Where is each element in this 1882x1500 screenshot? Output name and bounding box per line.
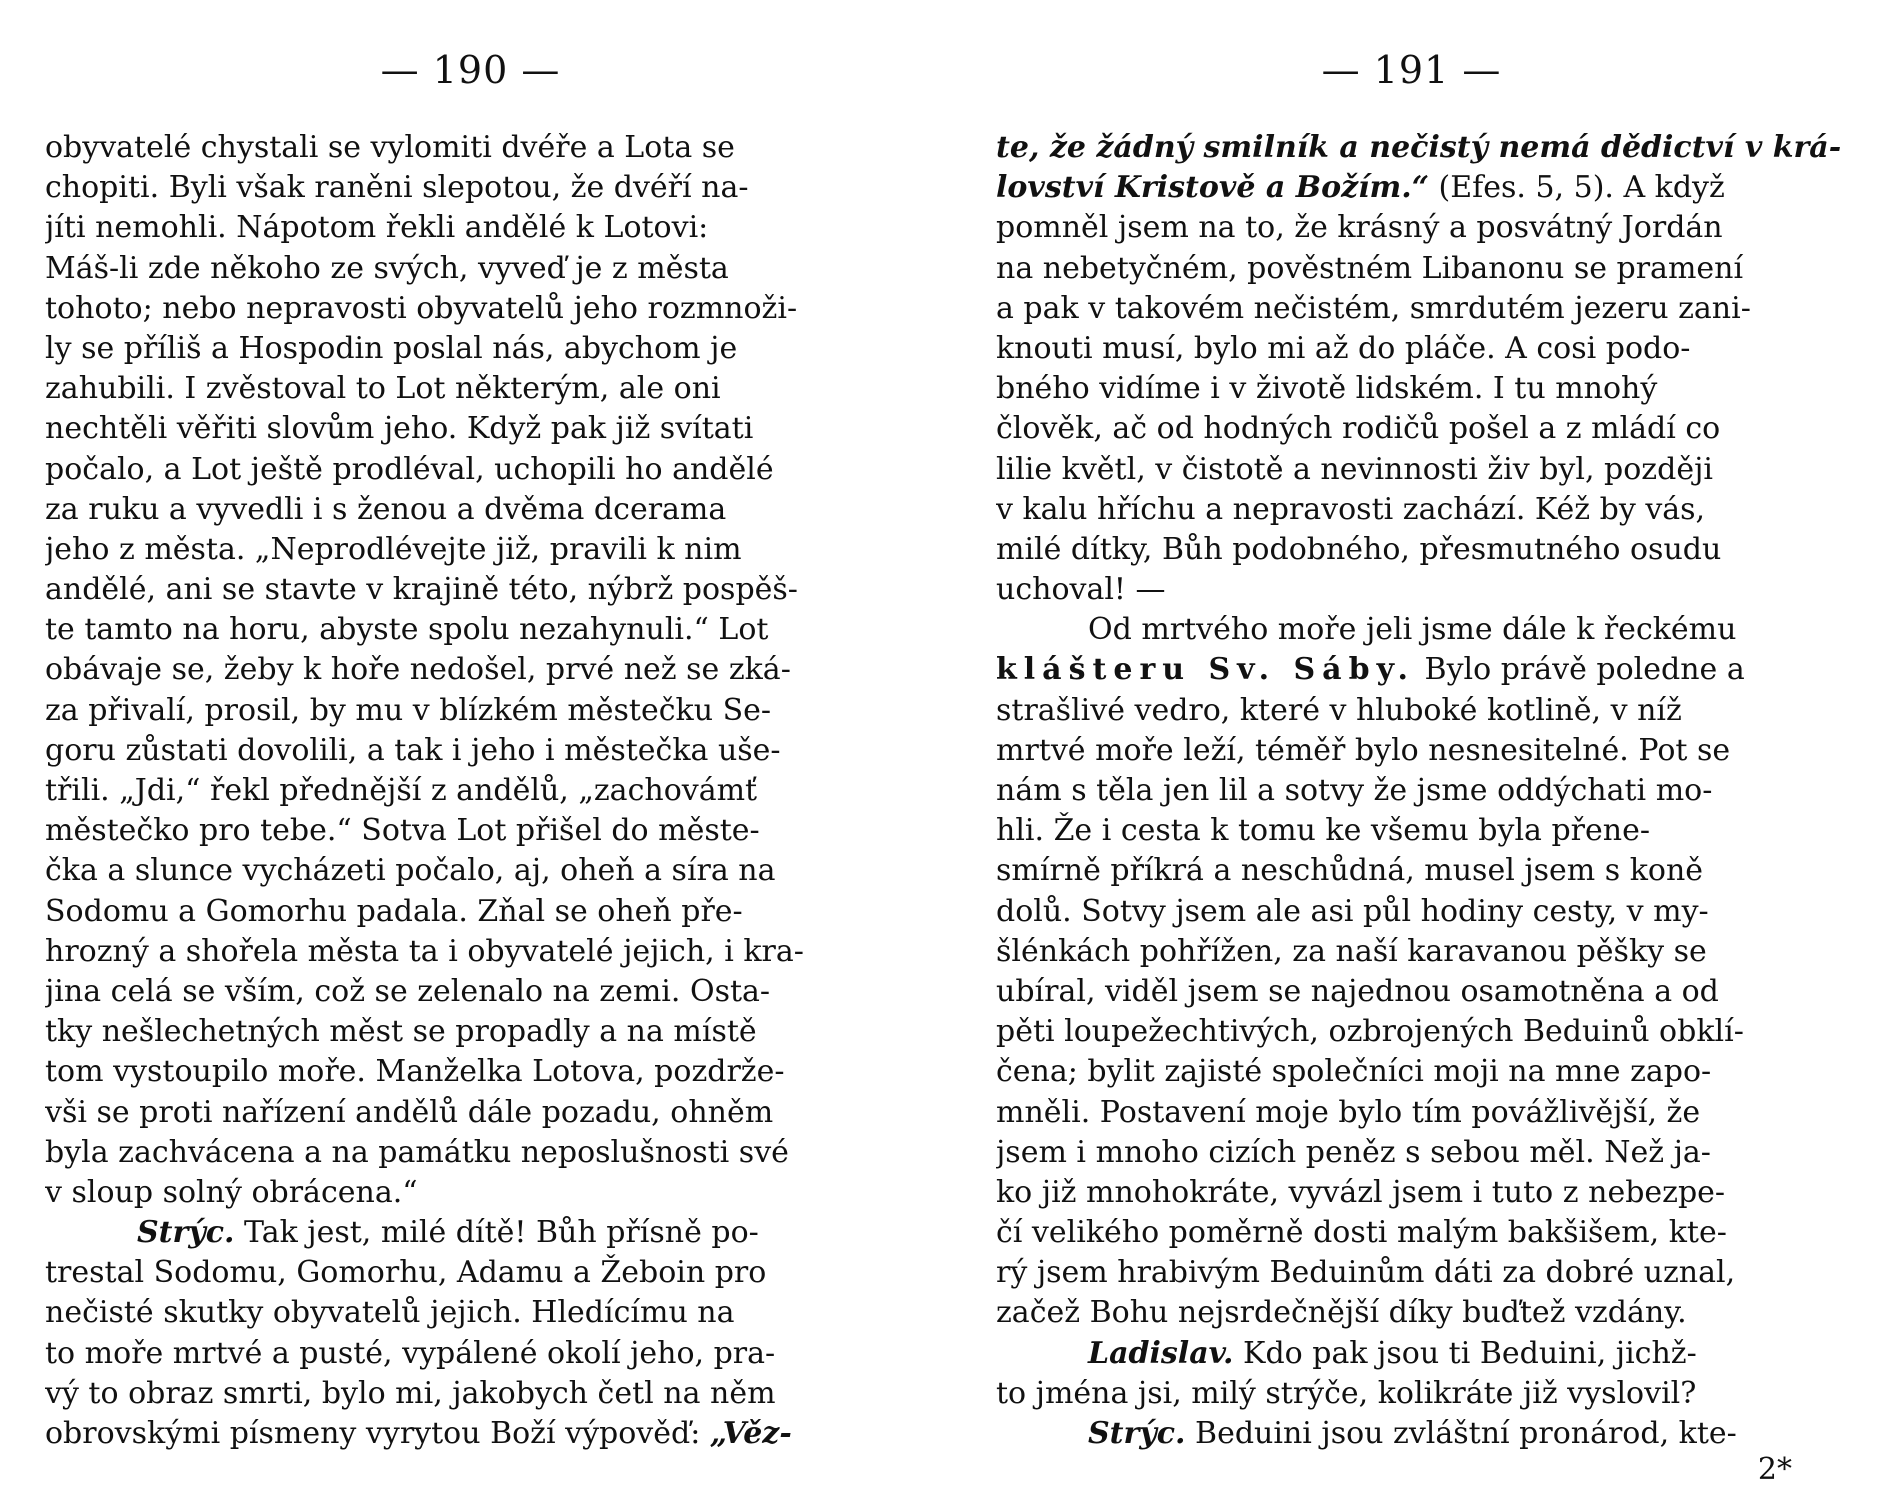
speaker-name: Strýc. [137,1215,235,1251]
text-line: zahubili. I zvěstoval to Lot některým, ale oni [45,371,721,407]
text-line: tom vystoupilo moře. Manželka Lotova, pozdrže- [45,1054,785,1090]
text-line: za přivalí, prosil, by mu v blízkém městečku Se- [45,692,772,728]
quote-line [996,168,1846,208]
text-line: za ruku a vyvedli i s ženou a dvěma dcerama [45,491,727,527]
text-line: obyvatelé chystali se vylomiti dvéře a Lota se [45,130,735,165]
text-line: tky nešlechetných měst se propadly a na místě [45,1014,757,1050]
text-line: bného vidíme i v životě lidském. I tu mnohý [996,371,1658,407]
text-line: jíti nemohli. Nápotom řekli andělé k Lotovi: [45,210,709,246]
right-text-block [996,128,1846,1454]
page-number-left: — 190 — [380,48,561,92]
text-line: ly se příliš a Hospodin poslal nás, abychom je [45,330,738,366]
quote-line [996,128,1846,168]
text-line: byla zachvácena a na památku neposlušnosti své [45,1134,789,1170]
text-line: vý to obraz smrti, bylo mi, jakobych četl na něm [45,1375,776,1411]
text-line: nečisté skutky obyvatelů jejich. Hledícímu na [45,1295,735,1331]
spaced-line [996,650,1846,690]
speaker-line-stryc [996,1414,1846,1454]
quote-text: lovství Kristově a Božím.“ [996,170,1429,206]
text-line: třili. „Jdi,“ řekl přednější z andělů, „zachovámť [45,773,758,808]
text-line: smírně příkrá a neschůdná, musel jsem s koně [996,853,1704,889]
text-line: jeho z města. „Neprodlévejte již, pravili k nim [45,531,742,567]
text-line: mrtvé moře leží, téměř bylo nesnesitelné. Pot se [996,732,1731,768]
last-line-text: obrovskými písmeny vyrytou Boží výpověď: [45,1416,710,1451]
text-line: v kalu hříchu a nepravosti zachází. Kéž by vás, [996,491,1706,527]
text-line: mněli. Postavení moje bylo tím povážlivější, že [996,1094,1701,1130]
text-line: člověk, ač od hodných rodičů pošel a z mládí co [996,411,1721,447]
text-line: v sloup solný obrácena.“ [45,1174,418,1210]
text-line: Sodomu a Gomorhu padala. Zňal se oheň pře- [45,893,743,929]
speaker-line-rest: Beduini jsou zvláštní pronárod, kte- [1185,1416,1737,1451]
speaker-name: Strýc. [1088,1416,1186,1451]
text-line: milé dítky, Bůh podobného, přesmutného osudu [996,531,1722,567]
text-line: trestal Sodomu, Gomorhu, Adamu a Žeboin pro [45,1255,767,1291]
text-line: začež Bohu nejsrdečnější díky buďtež vzdány. [996,1295,1687,1331]
text-line: hrozný a shořela města ta i obyvatelé jejich, i kra- [45,933,804,969]
text-line: lilie květl, v čistotě a nevinnosti živ byl, později [996,451,1713,487]
right-page [941,0,1882,1500]
text-line: knouti musí, bylo mi až do pláče. A cosi podo- [996,330,1691,366]
text-line: čena; bylit zajisté společníci moji na mne zapo- [996,1054,1712,1090]
speaker-line-rest: Tak jest, milé dítě! Bůh přísně po- [234,1215,759,1251]
text-line: goru zůstati dovolili, a tak i jeho i městečka uše- [45,732,781,768]
speaker-line-rest: Kdo pak jsou ti Beduini, jichž- [1233,1335,1697,1371]
speaker-line-stryc [45,1213,895,1253]
spaced-rest: Bylo právě poledne a [1415,652,1745,688]
text-line: ubíral, viděl jsem se najednou osamotněna a od [996,973,1719,1009]
speaker-line-ladislav [996,1334,1846,1374]
signature-mark: 2* [1757,1452,1792,1487]
text-line: dolů. Sotvy jsem ale asi půl hodiny cesty, v my- [996,893,1709,929]
text-line: nechtěli věřiti slovům jeho. Když pak již svítati [45,411,754,447]
speaker-name: Ladislav. [1088,1335,1234,1371]
text-line: Máš-li zde někoho ze svých, vyveď je z města [45,250,729,286]
page-number-right: — 191 — [1321,48,1502,92]
text-line-last [45,1414,895,1454]
text-line: hli. Že i cesta k tomu ke všemu byla přene- [996,813,1650,849]
text-line: andělé, ani se stavte v krajině této, nýbrž pospěš- [45,572,798,608]
quote-rest: (Efes. 5, 5). A když [1428,170,1725,206]
text-line: jina celá se vším, což se zelenalo na zemi. Osta- [45,973,771,1009]
text-line: pěti loupežechtivých, ozbrojených Beduinů obklí- [996,1014,1744,1050]
text-line: pomněl jsem na to, že krásný a posvátný Jordán [996,210,1723,246]
text-line: ko již mnohokráte, vyvázl jsem i tuto z nebezpe- [996,1174,1726,1210]
paragraph-first-line: Od mrtvého moře jeli jsme dále k řeckému [1088,612,1737,648]
text-line: obávaje se, žeby k hoře nedošel, prvé než se zká- [45,652,791,688]
text-line: chopiti. Byli však raněni slepotou, že dvéří na- [45,170,749,206]
text-line: vši se proti nařízení andělů dále pozadu, ohněm [45,1094,774,1130]
text-line: tohoto; nebo nepravosti obyvatelů jeho rozmnoži- [45,290,798,326]
text-line: uchoval! — [996,572,1166,608]
text-line: strašlivé vedro, které v hluboké kotlině, v níž [996,692,1682,728]
text-line: rý jsem hrabivým Beduinům dáti za dobré uznal, [996,1255,1736,1291]
text-line: počalo, a Lot ještě prodléval, uchopili ho andělé [45,451,774,487]
text-line: na nebetyčném, pověstném Libanonu se pramení [996,250,1744,286]
text-line: to jména jsi, milý strýče, kolikráte již vyslovil? [996,1375,1697,1411]
text-line: čka a slunce vycházeti počalo, aj, oheň a síra na [45,853,776,889]
left-text-block [45,128,895,1454]
monastery-name: klášteru Sv. Sáby. [996,652,1415,688]
text-line: městečko pro tebe.“ Sotva Lot přišel do měste- [45,813,760,849]
text-line: čí velikého poměrně dosti malým bakšišem, kte- [996,1215,1727,1251]
text-line: te tamto na horu, abyste spolu nezahynuli.“ Lot [45,612,769,648]
text-line: nám s těla jen lil a sotvy že jsme oddýchati mo- [996,773,1713,808]
text-line: to moře mrtvé a pusté, vypálené okolí jeho, pra- [45,1335,776,1371]
text-line: jsem i mnoho cizích peněz s sebou měl. Než ja- [996,1134,1711,1170]
quote-start: „Věz- [709,1416,792,1451]
quote-text: te, že žádný smilník a nečistý nemá dědictví v krá- [996,130,1842,165]
text-line: a pak v takovém nečistém, smrdutém jezeru zani- [996,290,1751,326]
text-line: šlénkách pohřížen, za naší karavanou pěšky se [996,933,1707,969]
